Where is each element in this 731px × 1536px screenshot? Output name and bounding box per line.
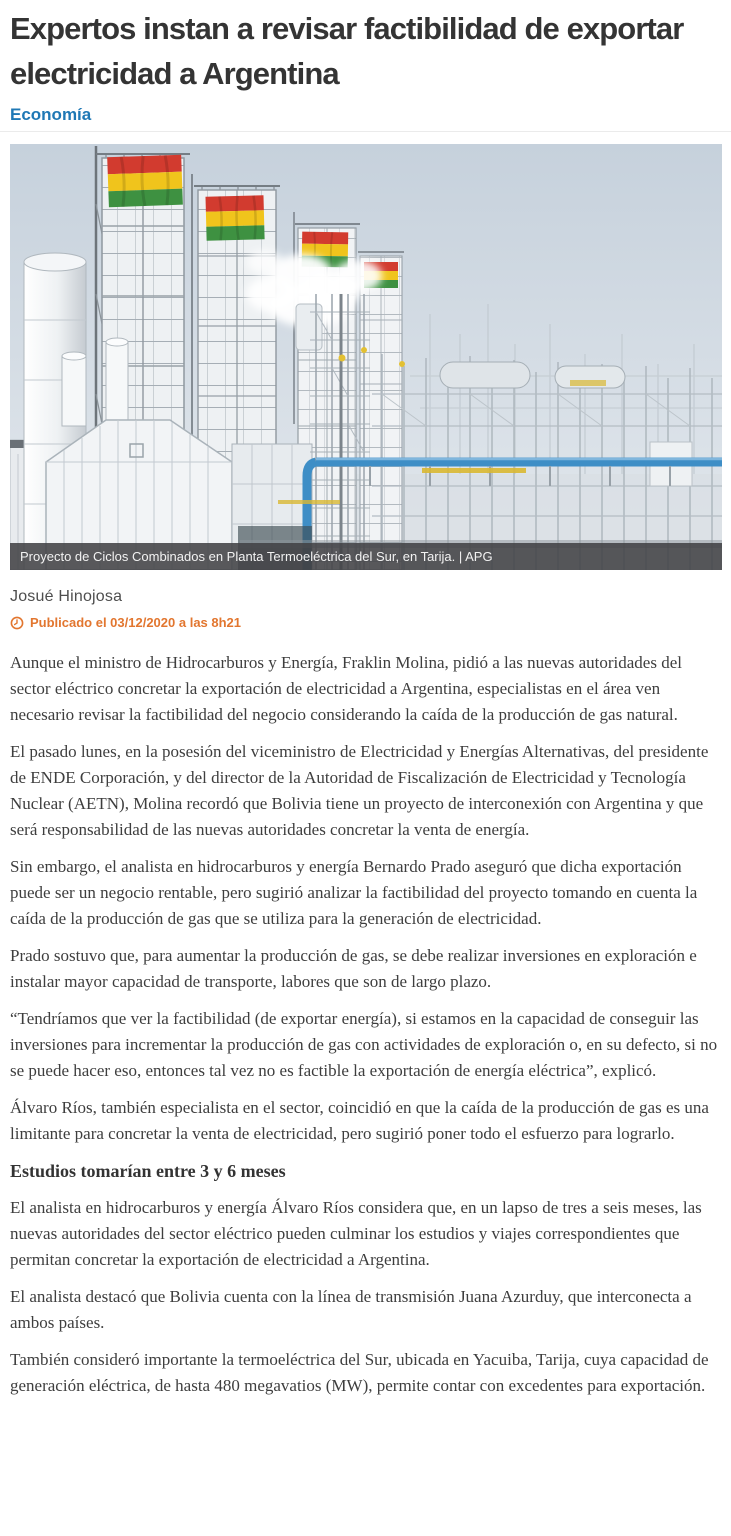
category-link[interactable]: Economía [10, 105, 92, 124]
paragraph: El pasado lunes, en la posesión del viceministro de Electricidad y Energías Alternativas, del presidente de ENDE Corporación, y del director de la Autoridad de Fiscalización de Electricidad y Tecnología Nuclear (AETN), Molina recordó que Bolivia tiene un proyecto de interconexión con Argentina y que será responsabilidad de las nuevas autoridades concretar la venta de energía. [10, 742, 709, 839]
author-name: Josué Hinojosa [10, 588, 123, 605]
article-page [0, 6, 731, 1399]
image-caption: Proyecto de Ciclos Combinados en Planta Termoeléctrica del Sur, en Tarija. | APG [10, 543, 722, 570]
hrsg-tower-4 [358, 252, 404, 570]
paragraph: Aunque el ministro de Hidrocarburos y Energía, Fraklin Molina, pidió a las nuevas autoridades del sector eléctrico concretar la exportación de electricidad a Argentina, especialistas en el área ven necesario revisar la factibilidad del negocio considerando la caída de la producción de gas natural. [10, 653, 682, 724]
paragraph: Sin embargo, el analista en hidrocarburos y energía Bernardo Prado aseguró que dicha exportación puede ser un negocio rentable, pero sugirió analizar la factibilidad del proyecto tomando en cuenta la caída de la producción de gas que se utiliza para la generación de electricidad. [10, 857, 698, 928]
header-divider [0, 131, 731, 132]
steam-stack [296, 304, 322, 350]
published-line [10, 615, 722, 630]
page-title: Expertos instan a revisar factibilidad de exportar electricidad a Argentina [10, 11, 684, 91]
published-date: Publicado el 03/12/2020 a las 8h21 [30, 615, 242, 630]
hero-image [10, 144, 722, 570]
hero-figure [10, 144, 722, 570]
paragraph: También consideró importante la termoeléctrica del Sur, ubicada en Yacuiba, Tarija, cuya capacidad de generación eléctrica, de hasta 480 megavatios (MW), permite contar con excedentes para exportación. [10, 1350, 709, 1395]
paragraph: Prado sostuvo que, para aumentar la producción de gas, se debe realizar inversiones en exploración e instalar mayor capacidad de transporte, labores que son de largo plazo. [10, 946, 697, 991]
paragraph: El analista destacó que Bolivia cuenta con la línea de transmisión Juana Azurduy, que interconecta a ambos países. [10, 1287, 692, 1332]
bolivian-flag [205, 195, 264, 241]
bolivian-flag [107, 155, 183, 208]
clock-icon [10, 616, 24, 630]
paragraph: “Tendríamos que ver la factibilidad (de exportar energía), si estamos en la capacidad de conseguir las inversiones para incrementar la producción de gas con actividades de exploración o, en su defecto, si no se puede hacer eso, entonces tal vez no es factible la exportación de energía eléctrica”, explicó. [10, 1009, 718, 1080]
article-body [10, 650, 722, 1399]
paragraph: Álvaro Ríos, también especialista en el sector, coincidió en que la caída de la producción de gas es una limitante para concretar la venta de electricidad, pero sugirió poner todo el esfuerzo para lograrlo. [10, 1098, 709, 1143]
paragraph: El analista en hidrocarburos y energía Álvaro Ríos considera que, en un lapso de tres a seis meses, las nuevas autoridades del sector eléctrico pueden culminar los estudios y viajes correspondientes que permitan concretar la exportación de electricidad a Argentina. [10, 1198, 702, 1269]
subheading: Estudios tomarían entre 3 y 6 meses [10, 1161, 286, 1181]
